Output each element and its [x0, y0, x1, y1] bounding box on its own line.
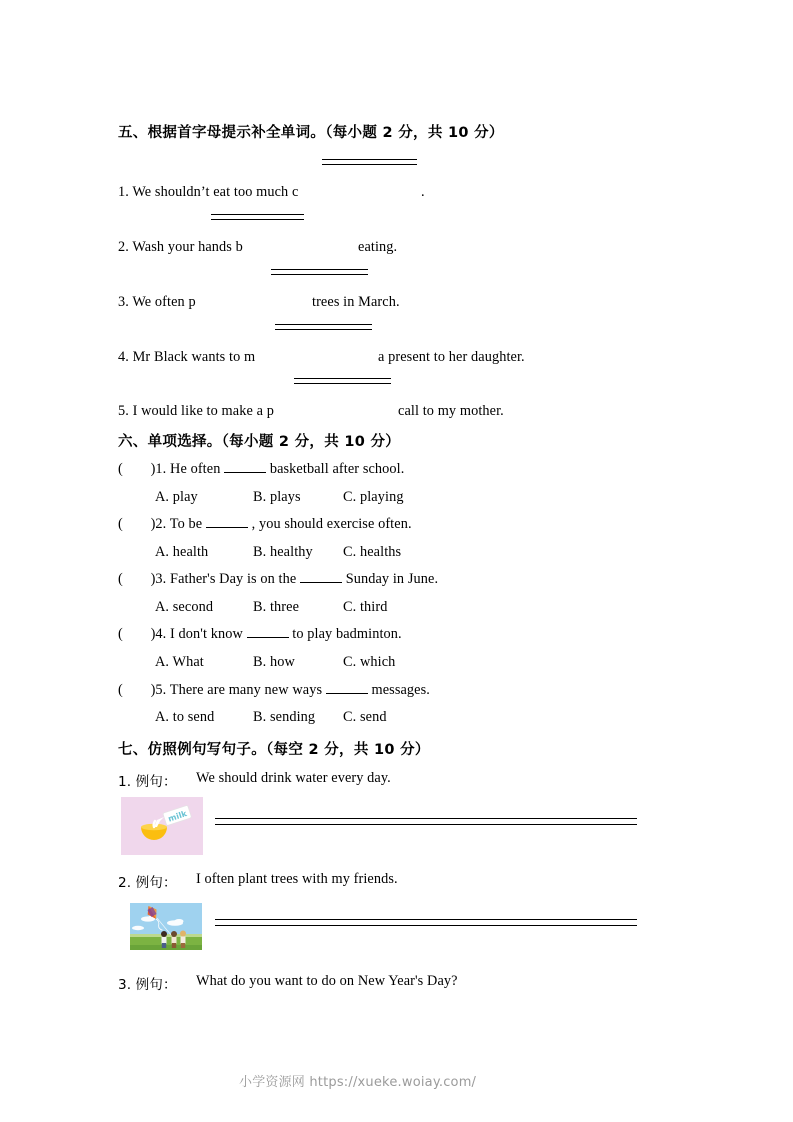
kite-scene-svg — [130, 903, 202, 950]
section-five-heading: 五、根据首字母提示补全单词。（每小题 2 分，共 10 分） — [118, 125, 504, 141]
mc-item-3-row — [118, 571, 438, 588]
mc-item-5-option-b[interactable]: B. sending — [253, 709, 316, 725]
mc-item-2-row — [118, 516, 412, 533]
fill-item-2-after: eating. — [358, 239, 398, 255]
mc-item-3-bracket[interactable]: ( — [118, 571, 123, 587]
mc-item-2-stem-after: , you should exercise often. — [251, 516, 412, 532]
mc-item-3-stem-before: )3. Father's Day is on the — [150, 571, 297, 587]
mc-item-5-option-a[interactable]: A. to send — [155, 709, 215, 725]
children-flying-kite-image — [130, 903, 202, 950]
mc-item-3-blank[interactable] — [300, 582, 342, 583]
mc-item-3-stem-after: Sunday in June. — [345, 571, 439, 587]
fill-blank-4[interactable] — [275, 324, 372, 330]
milk-illustration-svg — [121, 797, 203, 855]
mc-item-4-stem-after: to play badminton. — [292, 626, 402, 642]
mc-item-3-option-c[interactable]: C. third — [343, 599, 388, 615]
write-item-2-answer-line[interactable] — [215, 919, 637, 926]
mc-item-3-option-b[interactable]: B. three — [253, 599, 300, 615]
milk-pouring-into-bowl-image — [121, 797, 203, 855]
mc-item-4-option-a[interactable]: A. What — [155, 654, 204, 670]
mc-item-3-option-a[interactable]: A. second — [155, 599, 214, 615]
mc-item-5-blank[interactable] — [326, 693, 368, 694]
mc-item-1-option-b[interactable]: B. plays — [253, 489, 301, 505]
write-item-2-example: I often plant trees with my friends. — [196, 871, 398, 887]
fill-item-5-after: call to my mother. — [398, 403, 504, 419]
mc-item-1-stem-before: )1. He often — [150, 461, 221, 477]
site-watermark: 小学资源网 https://xueke.woiay.com/ — [239, 1075, 477, 1090]
write-item-2-label: 2. 例句： — [118, 875, 177, 891]
fill-blank-2[interactable] — [211, 214, 304, 220]
fill-item-1-after: . — [421, 184, 425, 200]
fill-item-2-before: 2. Wash your hands b — [118, 239, 243, 255]
fill-item-5-before: 5. I would like to make a p — [118, 403, 274, 419]
fill-blank-3[interactable] — [271, 269, 368, 275]
section-seven-heading: 七、仿照例句写句子。（每空 2 分，共 10 分） — [118, 742, 430, 758]
write-item-1-label: 1. 例句： — [118, 774, 177, 790]
write-item-1-example: We should drink water every day. — [196, 770, 391, 786]
fill-item-3-after: trees in March. — [312, 294, 400, 310]
fill-item-4-before: 4. Mr Black wants to m — [118, 349, 256, 365]
mc-item-2-option-c[interactable]: C. healths — [343, 544, 402, 560]
milk-label-text: milk — [167, 809, 188, 824]
children-figures — [161, 931, 186, 949]
mc-item-4-option-c[interactable]: C. which — [343, 654, 396, 670]
write-item-3-example: What do you want to do on New Year's Day? — [196, 973, 458, 989]
mc-item-4-row — [118, 626, 402, 643]
mc-item-1-blank[interactable] — [224, 472, 266, 473]
mc-item-5-stem-after: messages. — [371, 682, 430, 698]
mc-item-4-blank[interactable] — [247, 637, 289, 638]
fill-item-1-before: 1. We shouldn’t eat too much c — [118, 184, 299, 200]
mc-item-1-option-c[interactable]: C. playing — [343, 489, 404, 505]
fill-item-4-after: a present to her daughter. — [378, 349, 525, 365]
mc-item-2-bracket[interactable]: ( — [118, 516, 123, 532]
mc-item-2-blank[interactable] — [206, 527, 248, 528]
mc-item-1-option-a[interactable]: A. play — [155, 489, 198, 505]
mc-item-1-row — [118, 461, 404, 478]
mc-item-2-stem-before: )2. To be — [150, 516, 203, 532]
mc-item-4-option-b[interactable]: B. how — [253, 654, 295, 670]
fill-blank-1[interactable] — [322, 159, 417, 165]
mc-item-4-stem-before: )4. I don't know — [150, 626, 243, 642]
mc-item-1-stem-after: basketball after school. — [269, 461, 405, 477]
mc-item-4-bracket[interactable]: ( — [118, 626, 123, 642]
write-item-3-label: 3. 例句： — [118, 977, 177, 993]
mc-item-2-option-a[interactable]: A. health — [155, 544, 209, 560]
fill-item-3-before: 3. We often p — [118, 294, 196, 310]
mc-item-5-row — [118, 682, 430, 699]
mc-item-2-option-b[interactable]: B. healthy — [253, 544, 313, 560]
mc-item-5-bracket[interactable]: ( — [118, 682, 123, 698]
section-six-heading: 六、单项选择。（每小题 2 分，共 10 分） — [118, 434, 401, 450]
mc-item-5-option-c[interactable]: C. send — [343, 709, 387, 725]
write-item-1-answer-line[interactable] — [215, 818, 637, 825]
fill-blank-5[interactable] — [294, 378, 391, 384]
mc-item-1-bracket[interactable]: ( — [118, 461, 123, 477]
mc-item-5-stem-before: )5. There are many new ways — [150, 682, 323, 698]
